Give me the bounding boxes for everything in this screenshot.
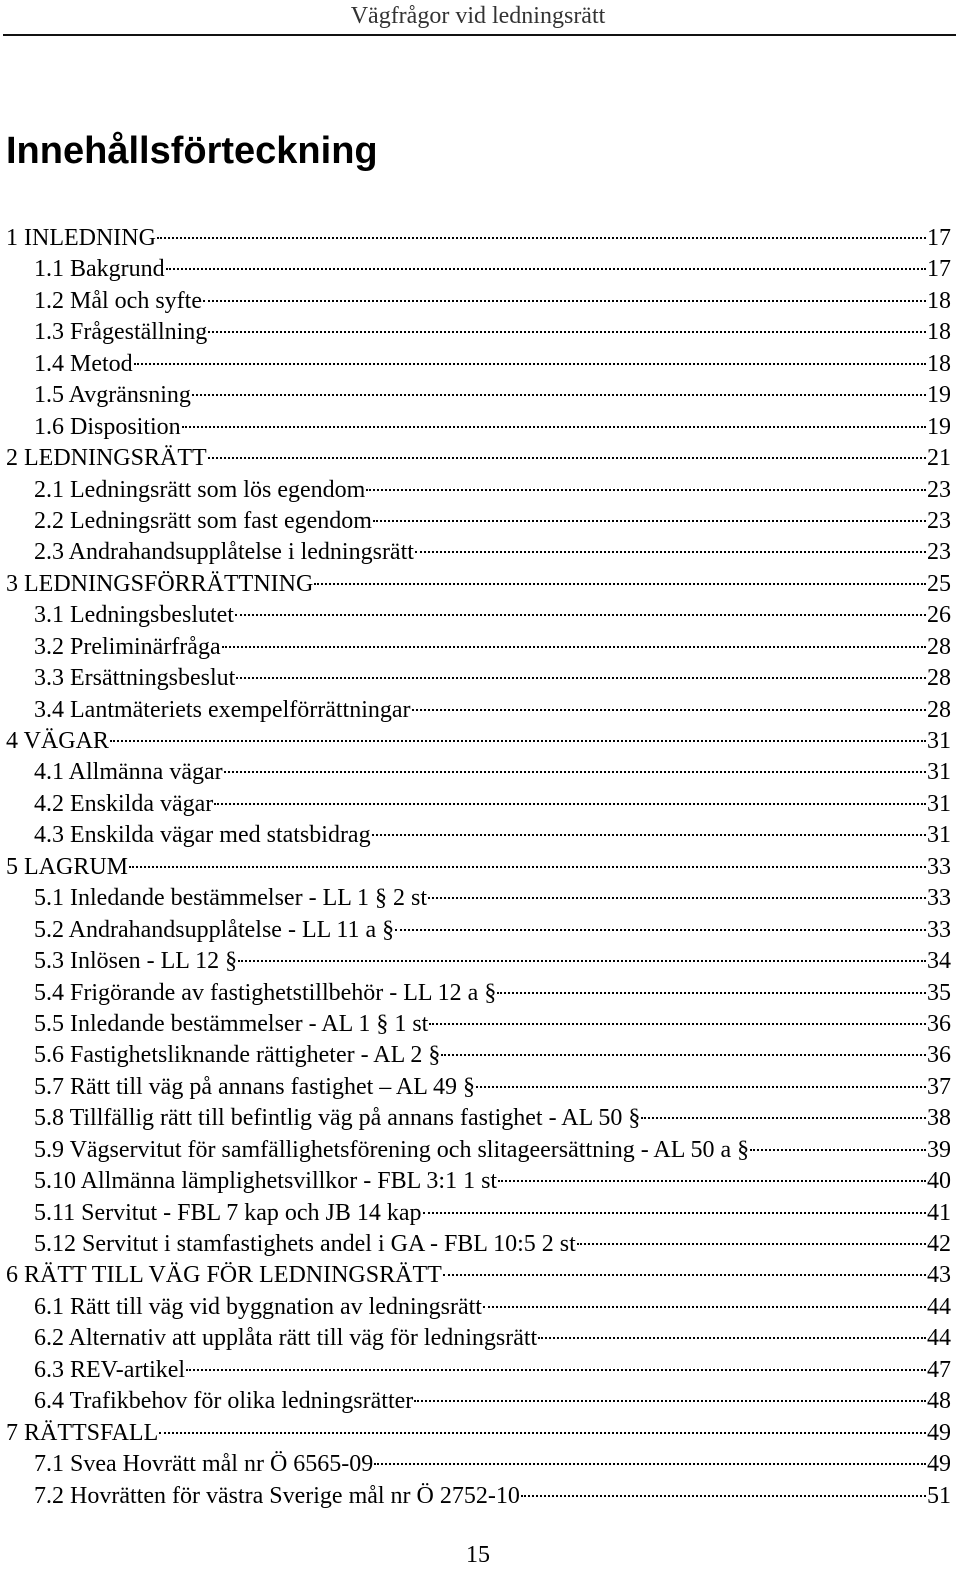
toc-entry-page: 39 [927, 1136, 951, 1163]
toc-section-entry[interactable] [6, 1355, 951, 1386]
toc-section-entry[interactable] [6, 1229, 951, 1260]
toc-dot-leader [476, 1086, 926, 1088]
toc-entry-page: 28 [927, 696, 951, 723]
toc-section-entry[interactable] [6, 1072, 951, 1103]
toc-entry-title: 6.4 Trafikbehov för olika ledningsrätter [34, 1388, 414, 1415]
toc-entry-title: 3 LEDNINGSFÖRRÄTTNING [6, 570, 314, 597]
toc-entry-page: 28 [927, 665, 951, 692]
page-number: 15 [466, 1542, 490, 1568]
toc-dot-leader [235, 614, 926, 616]
toc-dot-leader [208, 331, 926, 333]
toc-entry-page: 47 [927, 1356, 951, 1383]
toc-entry-title: 5.6 Fastighetsliknande rättigheter - AL 2 § [34, 1042, 441, 1069]
toc-entry-page: 18 [927, 287, 951, 314]
toc-entry-title: 6.2 Alternativ att upplåta rätt till väg för ledningsrätt [34, 1325, 538, 1352]
toc-entry-title: 5.11 Servitut - FBL 7 kap och JB 14 kap [34, 1199, 422, 1226]
toc-dot-leader [224, 771, 926, 773]
toc-dot-leader [203, 300, 926, 302]
toc-entry-page: 19 [927, 413, 951, 440]
toc-section-entry[interactable] [6, 349, 951, 380]
toc-dot-leader [483, 1306, 926, 1308]
toc-dot-leader [521, 1495, 926, 1497]
toc-entry-title: 4 VÄGAR [6, 728, 109, 754]
toc-entry-page: 23 [927, 507, 951, 534]
toc-dot-leader [372, 834, 926, 836]
toc-section-entry[interactable] [6, 1481, 951, 1512]
toc-dot-leader [415, 551, 926, 553]
toc-dot-leader [182, 426, 926, 428]
toc-dot-leader [414, 1400, 926, 1402]
toc-section-entry[interactable] [6, 663, 951, 694]
toc-entry-title: 6.1 Rätt till väg vid byggnation av ledningsrätt [34, 1293, 482, 1320]
toc-dot-leader [366, 489, 926, 491]
toc-dot-leader [641, 1117, 926, 1119]
toc-section-entry[interactable] [6, 1103, 951, 1134]
toc-entry-page: 41 [927, 1199, 951, 1226]
toc-section-entry[interactable] [6, 317, 951, 348]
toc-dot-leader [238, 960, 926, 962]
toc-entry-page: 31 [927, 790, 951, 817]
toc-dot-leader [236, 677, 926, 679]
toc-dot-leader [166, 268, 926, 270]
toc-dot-leader [222, 646, 926, 648]
toc-section-entry[interactable] [6, 537, 951, 568]
toc-entry-title: 5 LAGRUM [6, 853, 129, 880]
toc-entry-page: 18 [927, 319, 951, 346]
toc-chapter-entry[interactable] [6, 223, 951, 254]
toc-entry-page: 36 [927, 1010, 951, 1037]
toc-entry-page: 49 [927, 1419, 951, 1446]
toc-entry-title: 5.5 Inledande bestämmelser - AL 1 § 1 st [34, 1010, 429, 1037]
toc-entry-page: 35 [927, 979, 951, 1006]
toc-chapter-entry[interactable] [6, 726, 951, 757]
toc-entry-title: 6 RÄTT TILL VÄG FÖR LEDNINGSRÄTT [6, 1262, 442, 1289]
toc-section-entry[interactable] [6, 695, 951, 726]
toc-entry-title: 2.1 Ledningsrätt som lös egendom [34, 476, 366, 503]
toc-section-entry[interactable] [6, 632, 951, 663]
toc-dot-leader [157, 237, 926, 239]
toc-section-entry[interactable] [6, 883, 951, 914]
toc-entry-title: 7.2 Hovrätten för västra Sverige mål nr Ö 2752-10 [34, 1482, 520, 1509]
toc-entry-title: 3.1 Ledningsbeslutet [34, 602, 234, 629]
toc-entry-title: 5.8 Tillfällig rätt till befintlig väg på annans fastighet - AL 50 § [34, 1105, 641, 1132]
toc-entry-page: 33 [927, 916, 951, 943]
toc-dot-leader [429, 1023, 926, 1025]
toc-dot-leader [129, 866, 926, 868]
toc-entry-page: 33 [927, 885, 951, 912]
toc-chapter-entry[interactable] [6, 569, 951, 600]
toc-dot-leader [373, 520, 926, 522]
toc-entry-page: 23 [927, 539, 951, 566]
toc-section-entry[interactable] [6, 915, 951, 946]
toc-entry-title: 2.2 Ledningsrätt som fast egendom [34, 507, 372, 534]
toc-section-entry[interactable] [6, 820, 951, 851]
toc-dot-leader [441, 1054, 926, 1056]
toc-entry-page: 44 [927, 1325, 951, 1352]
toc-entry-title: 1.3 Frågeställning [34, 319, 208, 346]
toc-section-entry[interactable] [6, 789, 951, 820]
toc-section-entry[interactable] [6, 600, 951, 631]
toc-entry-page: 33 [927, 853, 951, 880]
toc-entry-page: 49 [927, 1451, 951, 1478]
toc-entry-page: 17 [927, 225, 951, 251]
toc-section-entry[interactable] [6, 1386, 951, 1417]
toc-entry-page: 17 [927, 256, 951, 283]
toc-entry-page: 25 [927, 570, 951, 597]
toc-entry-title: 5.3 Inlösen - LL 12 § [34, 948, 238, 975]
toc-entry-page: 18 [927, 350, 951, 377]
toc-dot-leader [110, 740, 926, 742]
toc-dot-leader [497, 992, 926, 994]
toc-chapter-entry[interactable] [6, 1418, 951, 1449]
toc-dot-leader [577, 1243, 926, 1245]
toc-dot-leader [192, 394, 926, 396]
toc-entry-title: 5.7 Rätt till väg på annans fastighet – AL 49 § [34, 1073, 476, 1100]
toc-section-entry[interactable] [6, 1323, 951, 1354]
toc-section-entry[interactable] [6, 1009, 951, 1040]
toc-dot-leader [395, 929, 926, 931]
toc-section-entry[interactable] [6, 1292, 951, 1323]
toc-entry-title: 5.4 Frigörande av fastighetstillbehör - LL 12 a § [34, 979, 497, 1006]
toc-entry-title: 5.9 Vägservitut för samfällighetsförening och slitageersättning - AL 50 a § [34, 1136, 750, 1163]
toc-entry-title: 3.4 Lantmäteriets exempelförrättningar [34, 696, 411, 723]
toc-section-entry[interactable] [6, 1040, 951, 1071]
toc-entry-title: 1.4 Metod [34, 350, 133, 377]
toc-dot-leader [498, 1180, 926, 1182]
running-header: Vägfrågor vid ledningsrätt [350, 3, 606, 29]
toc-dot-leader [159, 1432, 926, 1434]
toc-list [6, 223, 951, 1512]
toc-chapter-entry[interactable] [6, 1260, 951, 1291]
toc-chapter-entry[interactable] [6, 852, 951, 883]
toc-entry-title: 5.2 Andrahandsupplåtelse - LL 11 a § [34, 916, 395, 943]
toc-dot-leader [374, 1463, 926, 1465]
toc-entry-page: 31 [927, 759, 951, 786]
toc-section-entry[interactable] [6, 475, 951, 506]
toc-entry-title: 4.2 Enskilda vägar [34, 790, 214, 817]
toc-entry-title: 5.12 Servitut i stamfastighets andel i GA - FBL 10:5 2 st [34, 1231, 576, 1257]
toc-entry-page: 21 [927, 445, 951, 472]
toc-entry-title: 4.3 Enskilda vägar med statsbidrag [34, 822, 371, 849]
toc-entry-title: 7 RÄTTSFALL [6, 1419, 159, 1446]
toc-entry-title: 5.1 Inledande bestämmelser - LL 1 § 2 st [34, 885, 427, 912]
toc-dot-leader [186, 1369, 926, 1371]
toc-entry-page: 36 [927, 1042, 951, 1069]
toc-entry-title: 1.5 Avgränsning [34, 382, 191, 409]
toc-entry-page: 28 [927, 633, 951, 660]
toc-section-entry[interactable] [6, 1135, 951, 1166]
toc-entry-page: 48 [927, 1388, 951, 1415]
toc-entry-page: 44 [927, 1293, 951, 1320]
toc-entry-page: 34 [927, 948, 951, 975]
toc-entry-page: 26 [927, 602, 951, 629]
toc-dot-leader [208, 457, 926, 459]
toc-entry-title: 5.10 Allmänna lämplighetsvillkor - FBL 3:1 1 st [34, 1168, 498, 1195]
toc-entry-title: 2 LEDNINGSRÄTT [6, 445, 207, 472]
toc-dot-leader [314, 583, 926, 585]
toc-entry-page: 31 [927, 728, 951, 754]
toc-entry-page: 43 [927, 1262, 951, 1289]
toc-entry-title: 1.1 Bakgrund [34, 256, 165, 283]
toc-title: Innehållsförteckning [6, 130, 378, 172]
toc-entry-page: 42 [927, 1231, 951, 1257]
toc-section-entry[interactable] [6, 286, 951, 317]
toc-section-entry[interactable] [6, 506, 951, 537]
toc-entry-title: 1.2 Mål och syfte [34, 287, 202, 314]
toc-section-entry[interactable] [6, 380, 951, 411]
toc-entry-page: 23 [927, 476, 951, 503]
toc-section-entry[interactable] [6, 412, 951, 443]
toc-entry-page: 37 [927, 1073, 951, 1100]
toc-entry-page: 19 [927, 382, 951, 409]
toc-chapter-entry[interactable] [6, 443, 951, 474]
toc-entry-title: 3.3 Ersättningsbeslut [34, 665, 236, 692]
toc-section-entry[interactable] [6, 1166, 951, 1197]
toc-dot-leader [538, 1337, 926, 1339]
toc-section-entry[interactable] [6, 254, 951, 285]
toc-entry-title: 4.1 Allmänna vägar [34, 759, 223, 786]
toc-section-entry[interactable] [6, 946, 951, 977]
toc-entry-title: 1.6 Disposition [34, 413, 181, 440]
toc-entry-title: 7.1 Svea Hovrätt mål nr Ö 6565-09 [34, 1451, 374, 1478]
toc-entry-title: 3.2 Preliminärfråga [34, 633, 221, 660]
toc-dot-leader [412, 709, 926, 711]
toc-entry-title: 6.3 REV-artikel [34, 1356, 186, 1383]
toc-section-entry[interactable] [6, 1449, 951, 1480]
toc-dot-leader [134, 363, 926, 365]
toc-entry-page: 38 [927, 1105, 951, 1132]
toc-dot-leader [214, 803, 926, 805]
toc-section-entry[interactable] [6, 1198, 951, 1229]
toc-entry-title: 2.3 Andrahandsupplåtelse i ledningsrätt [34, 539, 414, 566]
toc-dot-leader [423, 1212, 926, 1214]
toc-section-entry[interactable] [6, 978, 951, 1009]
header-divider [3, 34, 956, 36]
toc-dot-leader [443, 1274, 926, 1276]
toc-section-entry[interactable] [6, 757, 951, 788]
toc-entry-page: 40 [927, 1168, 951, 1195]
toc-dot-leader [750, 1149, 926, 1151]
toc-entry-page: 51 [927, 1482, 951, 1509]
toc-entry-title: 1 INLEDNING [6, 225, 156, 251]
toc-dot-leader [428, 897, 926, 899]
toc-entry-page: 31 [927, 822, 951, 849]
